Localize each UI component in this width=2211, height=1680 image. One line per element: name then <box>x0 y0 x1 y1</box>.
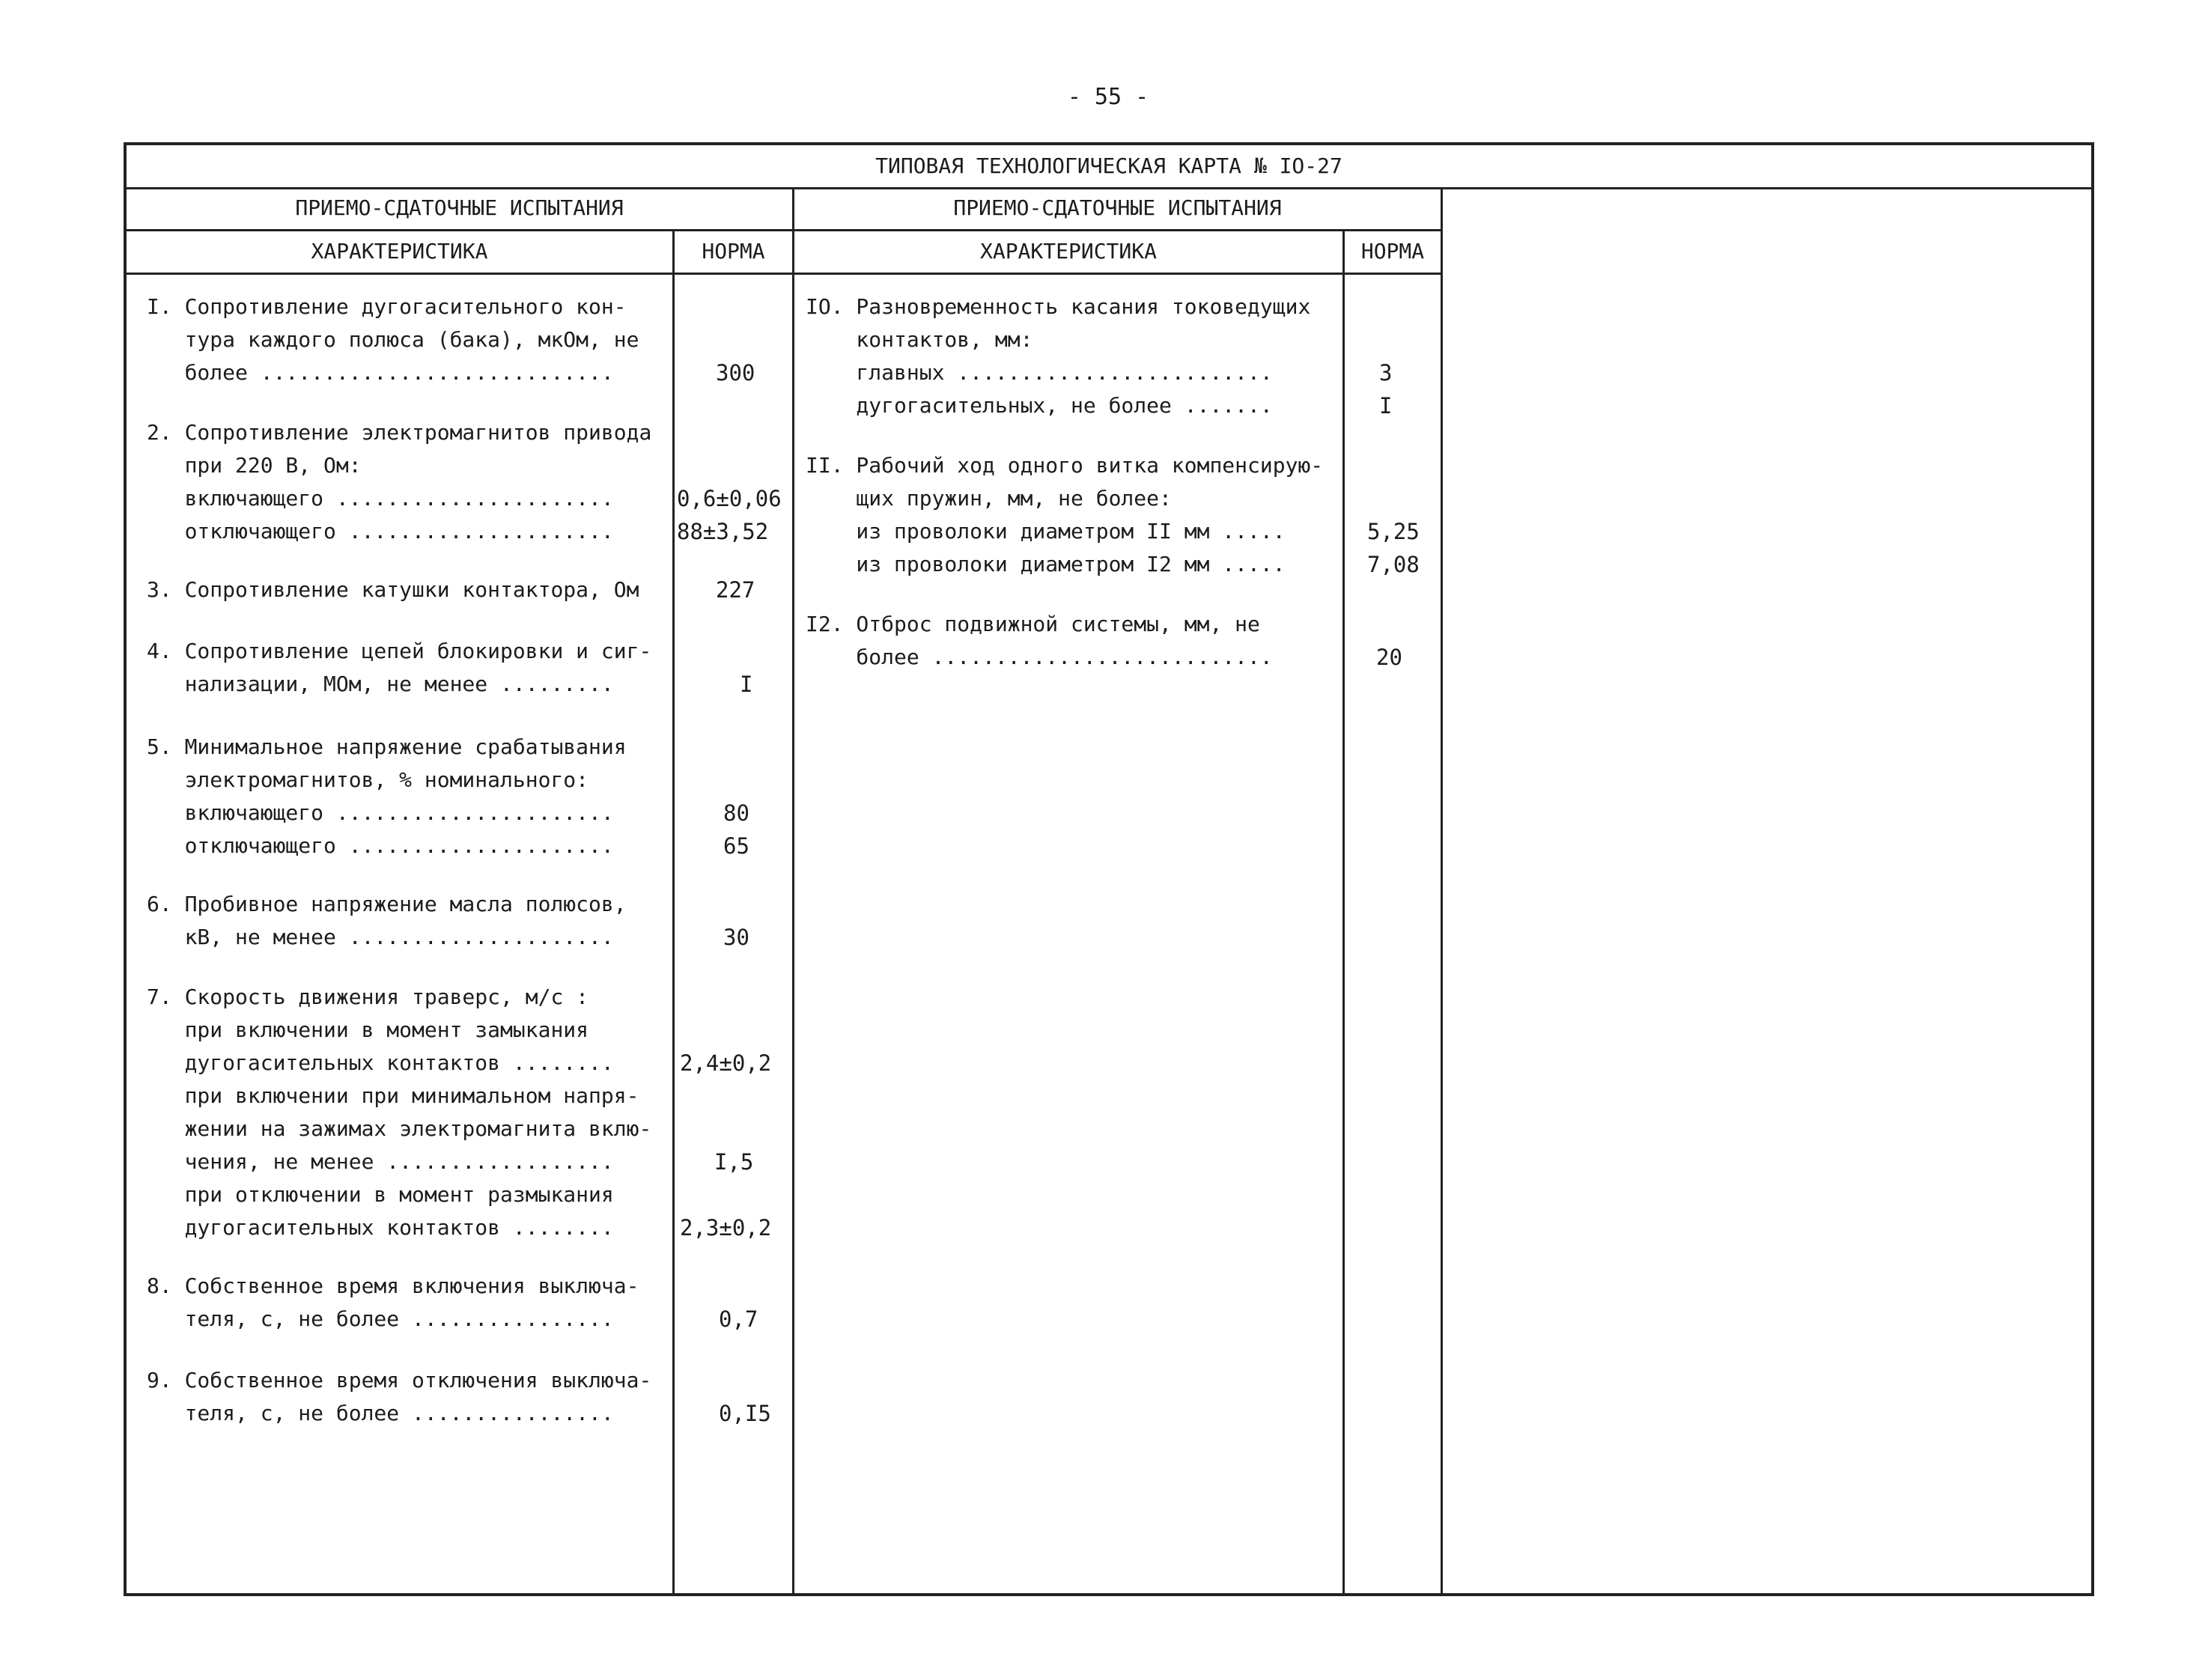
right-col-norm: НОРМА <box>1360 239 1425 264</box>
item-line: щих пружин, мм, не более: <box>806 486 1172 511</box>
norm-value: 2,4±0,2 <box>680 1050 772 1076</box>
column-header-line <box>124 273 1441 275</box>
item-line: IО. Разновременность касания токоведущих <box>806 294 1311 319</box>
item-line: при включении при минимальном напря- <box>147 1083 639 1108</box>
item-line: чения, не менее .................. <box>147 1149 614 1174</box>
title-row-line <box>124 187 2094 189</box>
frame-right <box>2091 142 2094 1596</box>
item-line: при включении в момент замыкания <box>147 1017 589 1042</box>
right-col-characteristic: ХАРАКТЕРИСТИКА <box>979 239 1157 264</box>
item-line: включающего ...................... <box>147 800 614 825</box>
item-line: отключающего ..................... <box>147 833 614 858</box>
item-line: включающего ...................... <box>147 486 614 511</box>
norm-value: 2,3±0,2 <box>680 1215 772 1241</box>
item-line: при 220 В, Ом: <box>147 453 362 478</box>
item-line: I2. Отброс подвижной системы, мм, не <box>806 612 1260 636</box>
norm-value: 3 <box>1379 360 1393 386</box>
item-line: теля, с, не более ................ <box>147 1306 614 1331</box>
norm-value: 0,I5 <box>719 1401 771 1426</box>
item-line: I. Сопротивление дугогасительного кон- <box>147 294 627 319</box>
right-section-title: ПРИЕМО-СДАТОЧНЫЕ ИСПЫТАНИЯ <box>953 195 1282 220</box>
card-title: ТИПОВАЯ ТЕХНОЛОГИЧЕСКАЯ КАРТА № IО-27 <box>875 153 1342 178</box>
item-line: отключающего ..................... <box>147 519 614 544</box>
item-line: дугогасительных контактов ........ <box>147 1050 614 1075</box>
norm-value: 88±3,52 <box>677 519 769 544</box>
item-line: 8. Собственное время включения выключа- <box>147 1273 639 1298</box>
frame-top <box>124 142 2094 145</box>
item-line: кВ, не менее ..................... <box>147 925 614 949</box>
frame-left <box>124 142 127 1596</box>
norm-value: 0,6±0,06 <box>677 486 782 511</box>
item-line: жении на зажимах электромагнита вклю- <box>147 1116 652 1141</box>
norm-value: 300 <box>716 360 755 386</box>
left-section-title: ПРИЕМО-СДАТОЧНЫЕ ИСПЫТАНИЯ <box>295 195 624 220</box>
left-col-norm: НОРМА <box>702 239 765 264</box>
norm-value: I <box>740 672 753 697</box>
item-line: из проволоки диаметром II мм ..... <box>806 519 1286 544</box>
item-line: более ........................... <box>806 645 1273 669</box>
norm-value: I,5 <box>714 1149 754 1175</box>
item-line: 3. Сопротивление катушки контактора, Ом <box>147 577 639 602</box>
item-line: теля, с, не более ................ <box>147 1401 614 1425</box>
norm-value: 65 <box>723 833 749 859</box>
left-col-characteristic: ХАРАКТЕРИСТИКА <box>311 239 488 264</box>
item-line: II. Рабочий ход одного витка компенсирую- <box>806 453 1324 478</box>
item-line: главных ......................... <box>806 360 1273 385</box>
item-line: 5. Минимальное напряжение срабатывания <box>147 734 627 759</box>
section-row-line <box>124 229 1441 231</box>
item-line: из проволоки диаметром I2 мм ..... <box>806 552 1286 576</box>
norm-value: 0,7 <box>719 1306 758 1332</box>
right-section-end <box>1441 187 1443 1596</box>
item-line: более ............................ <box>147 360 614 385</box>
item-line: при отключении в момент размыкания <box>147 1182 614 1207</box>
right-norm-divider <box>1342 229 1345 1596</box>
norm-value: I <box>1379 393 1393 419</box>
item-line: дугогасительных контактов ........ <box>147 1215 614 1240</box>
item-line: нализации, МОм, не менее ......... <box>147 672 614 696</box>
item-line: электромагнитов, % номинального: <box>147 767 589 792</box>
item-line: 2. Сопротивление электромагнитов привода <box>147 420 652 445</box>
page-number: - 55 - <box>1067 84 1149 110</box>
frame-bottom <box>124 1593 2094 1596</box>
norm-value: 227 <box>716 577 755 603</box>
item-line: контактов, мм: <box>806 327 1033 352</box>
item-line: 7. Скорость движения траверс, м/с : <box>147 984 589 1009</box>
item-line: тура каждого полюса (бака), мкОм, не <box>147 327 639 352</box>
section-divider <box>792 187 794 1596</box>
norm-value: 80 <box>723 800 749 826</box>
item-line: 9. Собственное время отключения выключа- <box>147 1368 652 1393</box>
norm-value: 20 <box>1376 645 1402 670</box>
item-line: дугогасительных, не более ....... <box>806 393 1273 418</box>
norm-value: 30 <box>723 925 749 950</box>
item-line: 6. Пробивное напряжение масла полюсов, <box>147 892 627 916</box>
left-norm-divider <box>672 229 675 1596</box>
item-line: 4. Сопротивление цепей блокировки и сиг- <box>147 639 652 663</box>
norm-value: 7,08 <box>1367 552 1420 577</box>
norm-value: 5,25 <box>1367 519 1420 544</box>
